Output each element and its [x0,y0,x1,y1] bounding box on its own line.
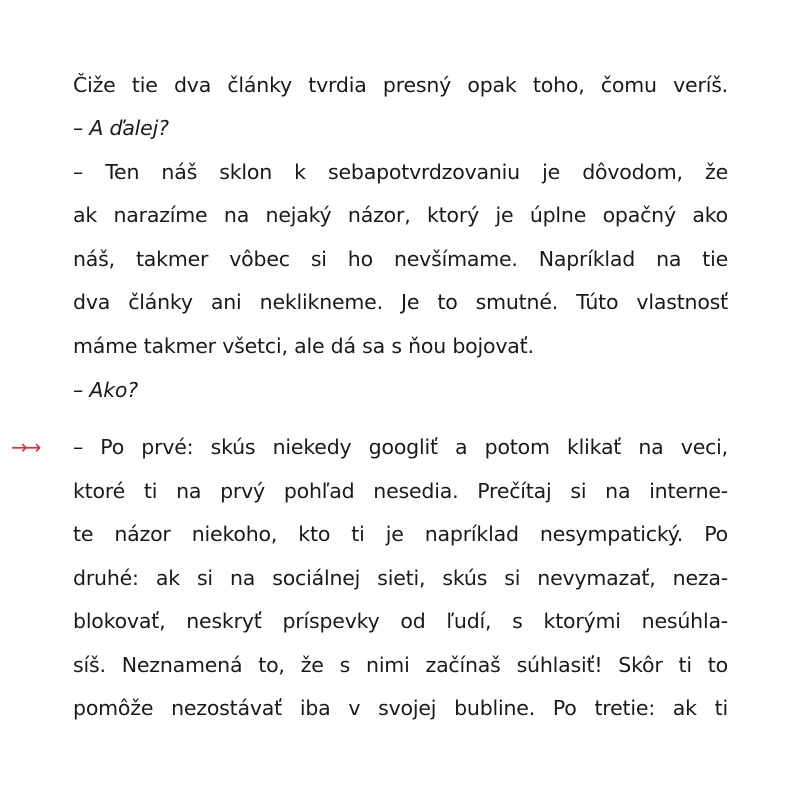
text-line: síš. Neznamená to, že s nimi začínaš súhlasiť! Skôr ti to [73,653,728,677]
text-line: pomôže nezostávať iba v svojej bubline. Po tretie: ak ti [73,696,728,720]
text-line: – Po prvé: skús niekedy googliť a potom klikať na veci, [73,435,728,459]
dialogue-line: – A ďalej? [73,116,169,140]
text-line: te názor niekoho, kto ti je napríklad nesympatický. Po [73,522,728,546]
text-line: máme takmer všetci, ale dá sa s ňou bojovať. [73,334,534,358]
text-line: náš, takmer vôbec si ho nevšímame. Napríklad na tie [73,247,728,271]
text-line: ak narazíme na nejaký názor, ktorý je úplne opačný ako [73,203,728,227]
text-line: ktoré ti na prvý pohľad nesedia. Prečítaj si na interne- [73,479,728,503]
text-line: Čiže tie dva články tvrdia presný opak toho, čomu veríš. [73,73,728,97]
arrow-marker-icon: →→ [11,435,39,459]
text-line: druhé: ak si na sociálnej sieti, skús si nevymazať, neza- [73,566,728,590]
dialogue-line: – Ako? [73,378,138,402]
text-line: – Ten náš sklon k sebapotvrdzovaniu je dôvodom, že [73,160,728,184]
text-line: dva články ani neklikneme. Je to smutné. Túto vlastnosť [73,290,728,314]
text-line: blokovať, neskryť príspevky od ľudí, s ktorými nesúhla- [73,609,728,633]
